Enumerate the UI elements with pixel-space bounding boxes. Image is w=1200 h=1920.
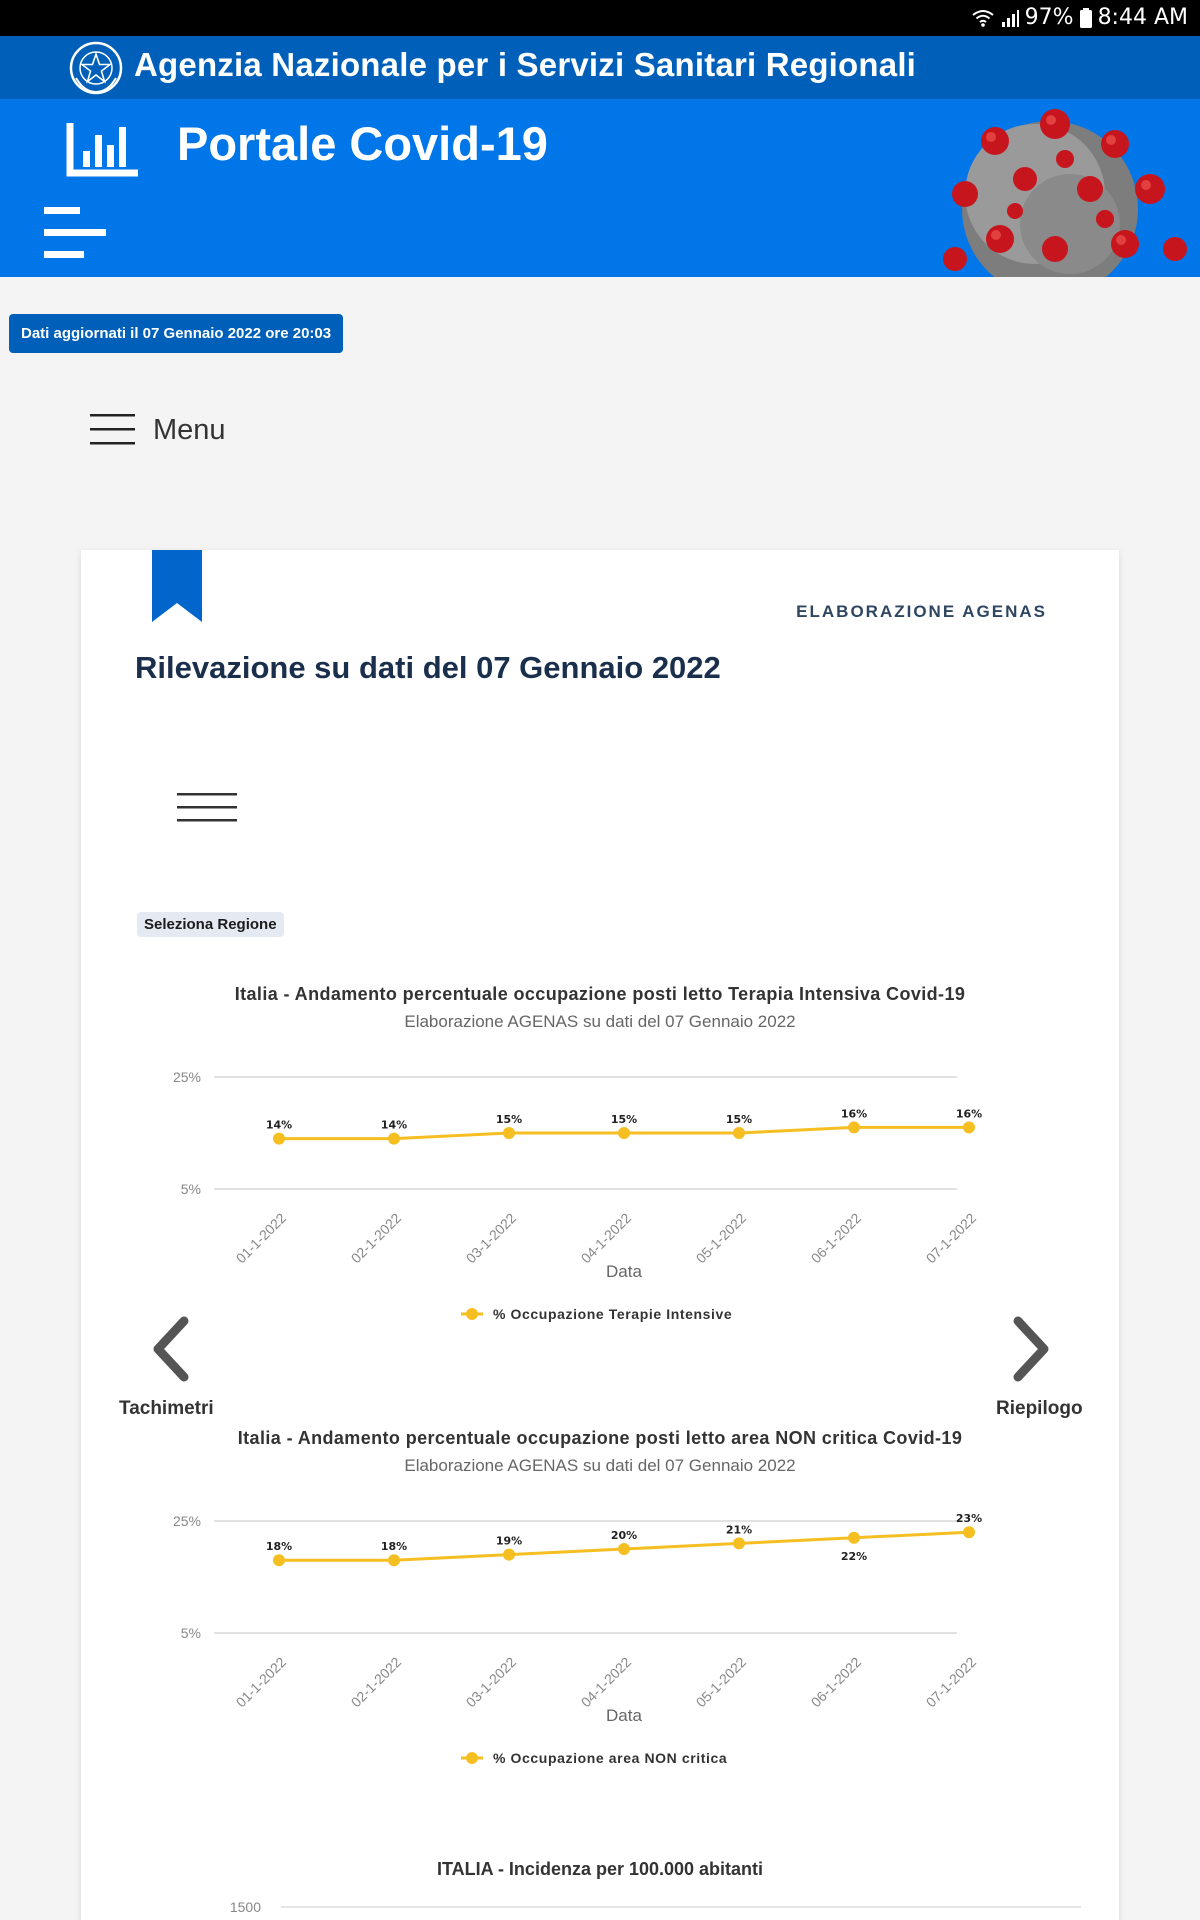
- incidence-chart-plot: [81, 1890, 1119, 1920]
- data-point: [963, 1121, 975, 1133]
- x-tick-label: 04-1-2022: [577, 1209, 635, 1267]
- chart-menu-icon[interactable]: [177, 791, 239, 827]
- x-tick-label: 06-1-2022: [807, 1653, 865, 1711]
- data-point: [963, 1526, 975, 1538]
- nav-prev-label[interactable]: Tachimetri: [119, 1398, 214, 1419]
- x-tick-label: 07-1-2022: [922, 1209, 980, 1267]
- x-tick-label: 04-1-2022: [577, 1653, 635, 1711]
- data-point: [388, 1133, 400, 1145]
- region-select[interactable]: Seleziona Regione: [137, 912, 284, 937]
- data-label: 22%: [840, 1549, 868, 1563]
- data-label: 19%: [495, 1534, 523, 1548]
- italian-republic-emblem-icon: [68, 40, 124, 96]
- chart-title: Italia - Andamento percentuale occupazione posti letto Terapia Intensiva Covid-19: [234, 984, 966, 1004]
- agenas-label: ELABORAZIONE AGENAS: [796, 602, 1047, 621]
- chart-subtitle: Elaborazione AGENAS su dati del 07 Gennaio 2022: [404, 1012, 796, 1031]
- data-point: [273, 1554, 285, 1566]
- data-point: [273, 1133, 285, 1145]
- wifi-icon: [971, 8, 995, 28]
- clock: 8:44 AM: [1097, 5, 1188, 30]
- data-label: 14%: [265, 1118, 293, 1132]
- data-label: 20%: [610, 1529, 638, 1542]
- legend-label: % Occupazione area NON critica: [493, 1750, 728, 1766]
- x-tick-label: 03-1-2022: [462, 1653, 520, 1711]
- x-tick-label: 05-1-2022: [692, 1209, 750, 1267]
- update-badge: Dati aggiornati il 07 Gennaio 2022 ore 20:03: [9, 314, 343, 353]
- nav-next-label[interactable]: Riepilogo: [996, 1398, 1083, 1419]
- data-point: [618, 1127, 630, 1139]
- data-label: 21%: [725, 1523, 753, 1537]
- data-label: 16%: [840, 1107, 868, 1121]
- menu-label: Menu: [153, 413, 226, 446]
- status-bar: [0, 0, 1200, 36]
- data-point: [733, 1127, 745, 1139]
- data-point: [503, 1549, 515, 1561]
- data-card: [81, 550, 1119, 1920]
- chart-title: Italia - Andamento percentuale occupazione posti letto area NON critica Covid-19: [237, 1428, 963, 1448]
- data-label: 14%: [380, 1118, 408, 1132]
- signal-icon: [1001, 8, 1019, 28]
- incidence-chart-title: ITALIA - Incidenza per 100.000 abitanti: [436, 1859, 764, 1879]
- data-label: 15%: [725, 1113, 753, 1126]
- data-label: 23%: [955, 1512, 983, 1526]
- x-tick-label: 07-1-2022: [922, 1653, 980, 1711]
- agency-title: Agenzia Nazionale per i Servizi Sanitari Regionali: [134, 46, 917, 83]
- y-tick-label: 1500: [229, 1899, 261, 1915]
- data-label: 15%: [495, 1113, 523, 1126]
- main-menu-icon[interactable]: [44, 207, 106, 259]
- x-tick-label: 02-1-2022: [347, 1209, 405, 1267]
- data-point: [618, 1543, 630, 1555]
- y-tick-label: 25%: [172, 1513, 201, 1529]
- menu-toggle[interactable]: [90, 408, 226, 452]
- data-label: 18%: [380, 1540, 408, 1554]
- legend-marker: [466, 1752, 478, 1764]
- data-point: [848, 1121, 860, 1133]
- x-tick-label: 01-1-2022: [232, 1653, 290, 1711]
- legend-label: % Occupazione Terapie Intensive: [493, 1306, 733, 1322]
- x-tick-label: 03-1-2022: [462, 1209, 520, 1267]
- data-label: 15%: [610, 1113, 638, 1126]
- x-tick-label: 05-1-2022: [692, 1653, 750, 1711]
- x-axis-label: Data: [606, 1706, 642, 1725]
- x-tick-label: 06-1-2022: [807, 1209, 865, 1267]
- legend-marker: [466, 1308, 478, 1320]
- data-point: [503, 1127, 515, 1139]
- survey-title: Rilevazione su dati del 07 Gennaio 2022: [135, 650, 721, 685]
- y-tick-label: 25%: [172, 1069, 201, 1085]
- x-tick-label: 02-1-2022: [347, 1653, 405, 1711]
- bar-chart-icon: [66, 121, 140, 179]
- y-tick-label: 5%: [180, 1181, 201, 1197]
- data-point: [733, 1537, 745, 1549]
- coronavirus-illustration: [905, 99, 1200, 277]
- line-plot: [81, 1478, 1119, 1778]
- chart-subtitle: Elaborazione AGENAS su dati del 07 Gennaio 2022: [404, 1456, 796, 1475]
- portal-title: Portale Covid-19: [177, 117, 548, 170]
- non-critical-occupancy-chart: [81, 1428, 1119, 1788]
- icu-occupancy-chart: [81, 984, 1119, 1344]
- battery-percent: 97%: [1024, 5, 1074, 30]
- x-tick-label: 01-1-2022: [232, 1209, 290, 1267]
- agency-header: [0, 36, 1200, 99]
- menu-icon: [90, 414, 135, 446]
- chevron-left-icon[interactable]: [148, 1315, 192, 1388]
- data-point: [388, 1554, 400, 1566]
- bookmark-icon: [152, 550, 202, 622]
- x-axis-label: Data: [606, 1262, 642, 1281]
- chevron-right-icon[interactable]: [1010, 1315, 1054, 1388]
- y-tick-label: 5%: [180, 1625, 201, 1641]
- data-point: [848, 1532, 860, 1544]
- line-plot: [81, 1034, 1119, 1334]
- battery-icon: [1080, 8, 1092, 28]
- data-label: 18%: [265, 1540, 293, 1554]
- portal-hero: [0, 99, 1200, 277]
- data-label: 16%: [955, 1107, 983, 1121]
